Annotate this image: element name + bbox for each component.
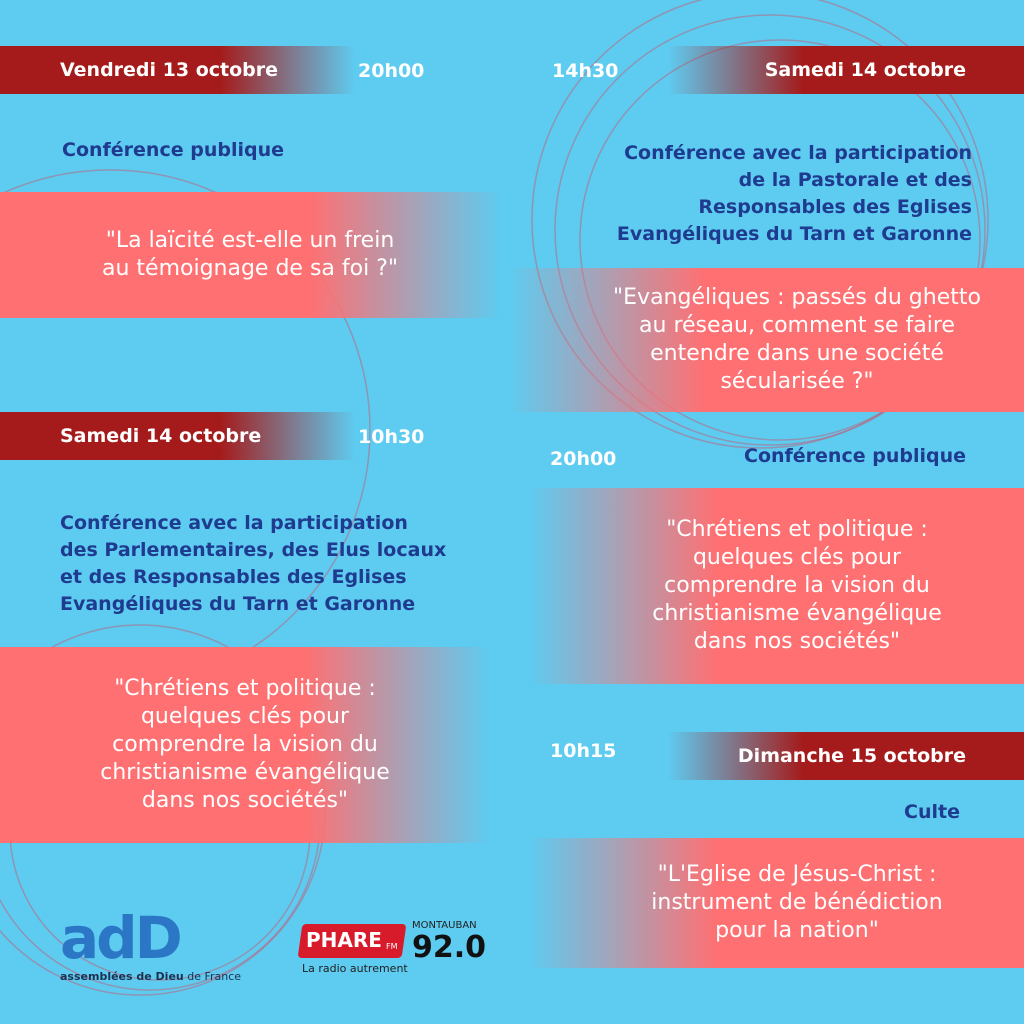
day-band bbox=[0, 412, 355, 460]
quote-line: instrument de bénédiction bbox=[651, 890, 943, 915]
add-logo-text-bold: assemblées de Dieu bbox=[60, 970, 184, 983]
quote-line: "Evangéliques : passés du ghetto bbox=[613, 285, 981, 310]
day-label: Samedi 14 octobre bbox=[60, 425, 262, 447]
add-logo-text-light: de France bbox=[183, 970, 242, 983]
day-label: Dimanche 15 octobre bbox=[737, 745, 966, 767]
quote-line: entendre dans une société bbox=[650, 341, 944, 366]
time-label: 10h30 bbox=[358, 426, 425, 448]
quote-line: comprendre la vision du bbox=[664, 573, 930, 598]
quote-line: christianisme évangélique bbox=[652, 601, 942, 626]
quote-line: dans nos sociétés" bbox=[141, 788, 349, 813]
phare-fm-label: FM bbox=[386, 942, 398, 951]
quote-line: au témoignage de sa foi ?" bbox=[101, 256, 398, 281]
phare-name: PHARE bbox=[306, 928, 382, 952]
day-band bbox=[668, 732, 1024, 780]
subtitle-line: de la Pastorale et des bbox=[738, 169, 972, 191]
quote-line: christianisme évangélique bbox=[100, 760, 390, 785]
time-label: 20h00 bbox=[550, 448, 617, 470]
phare-city: MONTAUBAN bbox=[412, 920, 477, 931]
phare-tagline: La radio autrement bbox=[302, 962, 408, 975]
quote-line: "L'Eglise de Jésus-Christ : bbox=[657, 862, 937, 887]
quote-box bbox=[0, 647, 490, 843]
subtitle-line: Responsables des Eglises bbox=[698, 196, 972, 218]
phare-frequency: 92.0 bbox=[412, 930, 487, 965]
subtitle-line: Conférence avec la participation bbox=[624, 142, 972, 164]
quote-line: comprendre la vision du bbox=[112, 732, 378, 757]
subtitle-line: Conférence avec la participation bbox=[60, 512, 408, 534]
event-subtitle: Conférence publique bbox=[62, 139, 284, 161]
event-subtitle: Conférence publique bbox=[744, 445, 966, 467]
time-label: 20h00 bbox=[358, 60, 425, 82]
subtitle-line: Evangéliques du Tarn et Garonne bbox=[616, 223, 972, 245]
quote-box bbox=[510, 268, 1024, 412]
add-logo-text bbox=[60, 970, 241, 983]
quote-box bbox=[0, 192, 500, 318]
quote-line: quelques clés pour bbox=[140, 704, 350, 729]
day-label: Vendredi 13 octobre bbox=[60, 59, 279, 81]
day-band bbox=[668, 46, 1024, 94]
time-label: 10h15 bbox=[550, 740, 617, 762]
quote-line: "Chrétiens et politique : bbox=[114, 676, 376, 701]
quote-line: au réseau, comment se faire bbox=[639, 313, 955, 338]
add-logo-mark: adD bbox=[60, 904, 180, 972]
subtitle-line: Evangéliques du Tarn et Garonne bbox=[60, 593, 416, 615]
quote-line: pour la nation" bbox=[715, 918, 879, 943]
quote-box bbox=[530, 838, 1024, 968]
quote-line: dans nos sociétés" bbox=[693, 629, 901, 654]
quote-line: quelques clés pour bbox=[692, 545, 902, 570]
event-subtitle bbox=[60, 510, 446, 618]
event-subtitle bbox=[617, 140, 972, 248]
quote-line: sécularisée ?" bbox=[720, 369, 874, 394]
quote-line: "La laïcité est-elle un frein bbox=[105, 228, 395, 253]
quote-box bbox=[530, 488, 1024, 684]
time-label: 14h30 bbox=[552, 60, 619, 82]
subtitle-line: et des Responsables des Eglises bbox=[60, 566, 407, 588]
subtitle-line: des Parlementaires, des Elus locaux bbox=[60, 539, 447, 561]
event-subtitle: Culte bbox=[904, 801, 960, 823]
quote-line: "Chrétiens et politique : bbox=[666, 517, 928, 542]
day-band bbox=[0, 46, 355, 94]
day-label: Samedi 14 octobre bbox=[764, 59, 966, 81]
add-logo bbox=[60, 904, 242, 983]
